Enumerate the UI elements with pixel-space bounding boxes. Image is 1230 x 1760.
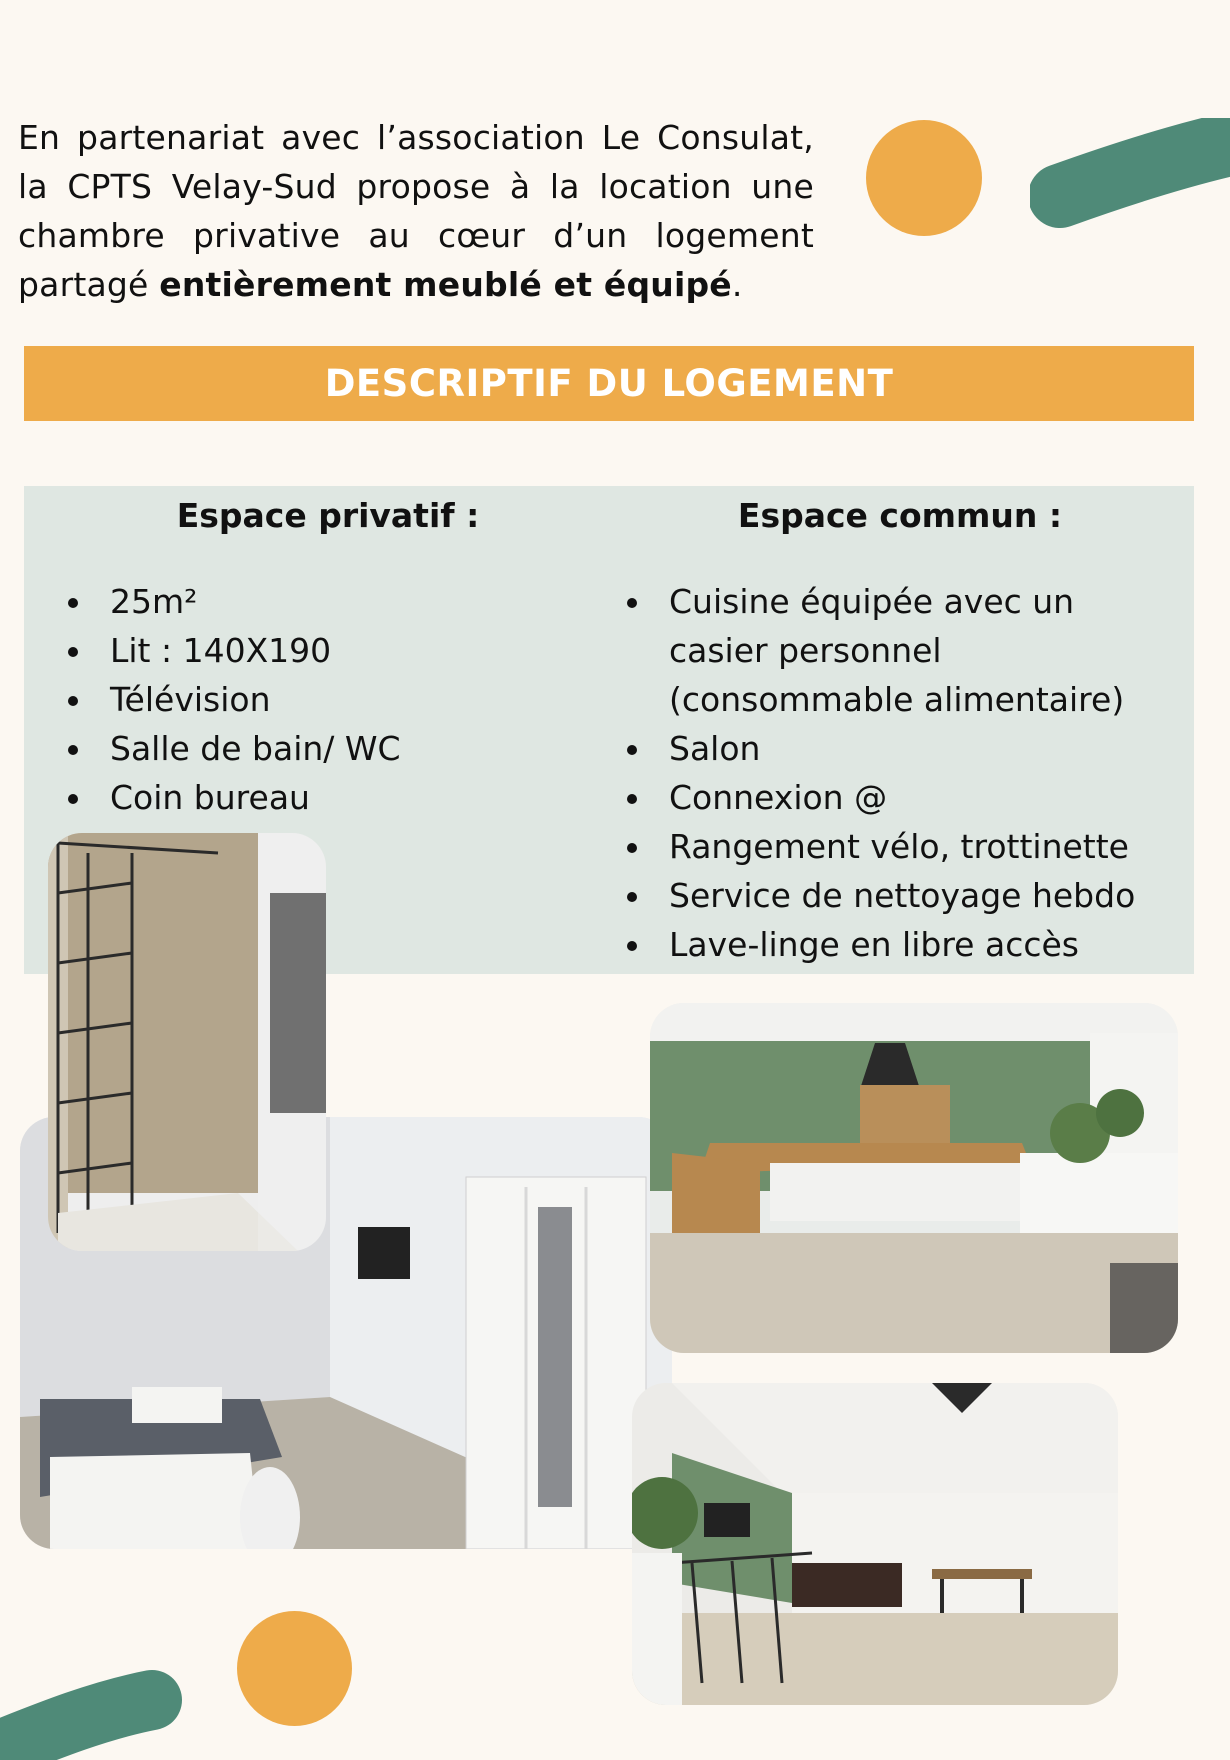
list-item: Connexion @ [583, 773, 1193, 822]
list-item: Lit : 140X190 [24, 626, 584, 675]
intro-end: . [731, 265, 743, 304]
section-banner [24, 346, 1194, 421]
intro-bold-text: entièrement meublé et équipé [159, 265, 732, 304]
decor-circle-bottom [237, 1611, 352, 1726]
list-item: Cuisine équipée avec un casier personnel (consommable alimentaire) [583, 577, 1193, 724]
list-item: Service de nettoyage hebdo [583, 871, 1193, 920]
list-item: Télévision [24, 675, 584, 724]
list-item: Salon [583, 724, 1193, 773]
list-item: 25m² [24, 577, 584, 626]
decor-circle-top [866, 120, 982, 236]
list-item: Coin bureau [24, 773, 584, 822]
living-room-photo [632, 1383, 1118, 1705]
common-space-list [583, 577, 1193, 969]
intro-text: En partenariat avec l’association Le Consulat, la CPTS Velay-Sud propose à la location une chambre privative au cœur d’un logement partagé [18, 118, 814, 304]
decor-swoosh-bottom [0, 1640, 200, 1760]
kitchen-photo [650, 1003, 1178, 1353]
decor-swoosh-top [1030, 118, 1230, 228]
common-space-title: Espace commun : [737, 496, 1063, 535]
intro-paragraph [18, 113, 814, 309]
list-item: Salle de bain/ WC [24, 724, 584, 773]
list-item: Rangement vélo, trottinette [583, 822, 1193, 871]
private-space-list [24, 577, 584, 822]
banner-title: DESCRIPTIF DU LOGEMENT [324, 362, 894, 405]
list-item: Lave-linge en libre accès [583, 920, 1193, 969]
bathroom-photo [48, 833, 326, 1251]
private-space-title: Espace privatif : [176, 496, 480, 535]
